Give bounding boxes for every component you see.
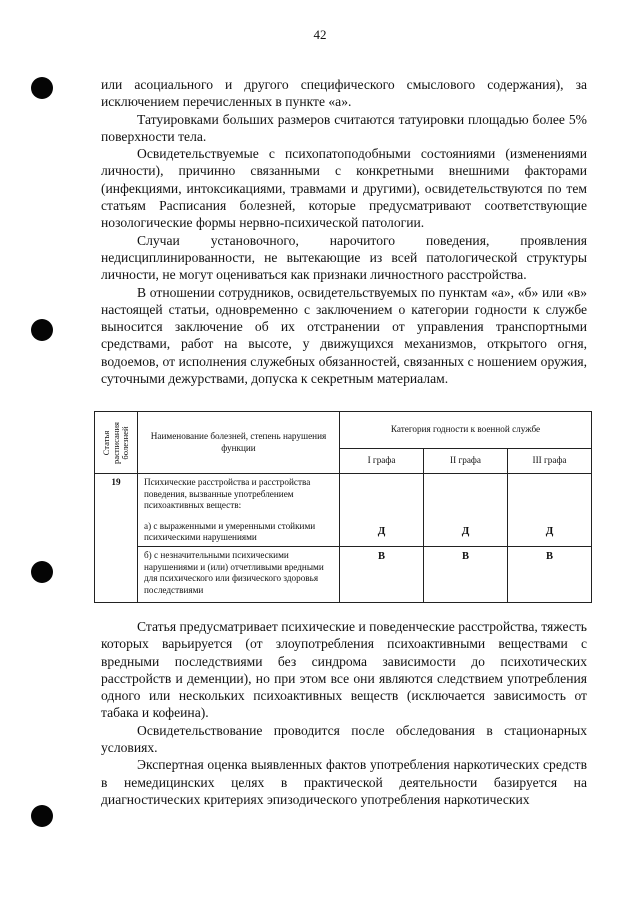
paragraph: Освидетельствуемые с психопатоподобными состояниями (изменениями личности), причинно связанными с конкретными внешними факторами (инфекциями, интоксикациями, травмами и другими), освидетельствуются по тем статьям Расписания болезней, которые предусматривают соответствующие нозологические формы нервно-психической патологии. bbox=[101, 146, 587, 231]
row-a-description bbox=[138, 474, 340, 547]
paragraph: или асоциального и другого специфического смыслового содержания), за исключением перечисленных в пункте «а». bbox=[101, 77, 587, 110]
top-text-block bbox=[101, 76, 587, 387]
bottom-text-block bbox=[101, 618, 587, 808]
binder-hole-bottom bbox=[31, 805, 53, 827]
row-a-category-3: Д bbox=[508, 474, 592, 547]
header-column-2: II графа bbox=[424, 449, 508, 474]
paragraph: Экспертная оценка выявленных фактов употребления наркотических средств в немедицинских целях в практической деятельности базируется на диагностических критериях эпизодического употребления наркотических bbox=[101, 757, 587, 807]
paragraph: Освидетельствование проводится после обследования в стационарных условиях. bbox=[101, 722, 587, 756]
header-disease-name: Наименование болезней, степень нарушения функции bbox=[138, 412, 340, 474]
row-a-lead: Психические расстройства и расстройства поведения, вызванные употреблением психоактивных веществ: bbox=[144, 477, 311, 511]
row-a-category-2: Д bbox=[424, 474, 508, 547]
header-article-text: Статья расписания болезней bbox=[100, 421, 130, 464]
page-number: 42 bbox=[313, 27, 327, 42]
table-row bbox=[95, 546, 592, 603]
row-a-category-1: Д bbox=[340, 474, 424, 547]
binder-hole-top bbox=[31, 77, 53, 99]
row-b-category-3: В bbox=[508, 546, 592, 603]
paragraph: Татуировками больших размеров считаются татуировки площадью более 5% поверхности тела. bbox=[101, 111, 587, 144]
disease-schedule-table bbox=[94, 411, 592, 603]
row-b-category-1: В bbox=[340, 546, 424, 603]
row-b-category-2: В bbox=[424, 546, 508, 603]
row-b-description: б) с незначительными психическими нарушениями и (или) отчетливыми вредными для психического или физического здоровья последствиями bbox=[138, 546, 340, 603]
binder-hole-middle bbox=[31, 319, 53, 341]
paragraph: В отношении сотрудников, освидетельствуемых по пунктам «а», «б» или «в» настоящей статьи, одновременно с заключением о категории годности к службе выносится заключение об их отстранении от управления транспортными средствами, работ на высоте, у движущихся механизмов, открытого огня, водоемов, от исполнения служебных обязанностей, связанных с ношением оружия, суточными дежурствами, допуска к секретным материалам. bbox=[101, 284, 587, 387]
row-a-text: а) с выраженными и умеренными стойкими психическими нарушениями bbox=[144, 520, 316, 543]
header-category: Категория годности к военной службе bbox=[340, 412, 592, 449]
paragraph: Статья предусматривает психические и поведенческие расстройства, тяжесть которых варьируется (от злоупотребления психоактивными веществами с вредными последствиями без синдрома зависимости до психотических расстройств и деменции), но при этом все они являются следствием употребления одного или нескольких психоактивных веществ (исключается зависимость от табака и кофеина). bbox=[101, 619, 587, 721]
header-article bbox=[95, 412, 138, 474]
table-row bbox=[95, 474, 592, 547]
paragraph: Случаи установочного, нарочитого поведения, проявления недисциплинированности, не вытекающие из всей патологической структуры личности, не могут оцениваться как признаки личностного расстройства. bbox=[101, 232, 587, 283]
binder-hole-lower bbox=[31, 561, 53, 583]
header-column-3: III графа bbox=[508, 449, 592, 474]
article-number: 19 bbox=[95, 474, 138, 547]
article-continuation bbox=[95, 546, 138, 603]
header-column-1: I графа bbox=[340, 449, 424, 474]
